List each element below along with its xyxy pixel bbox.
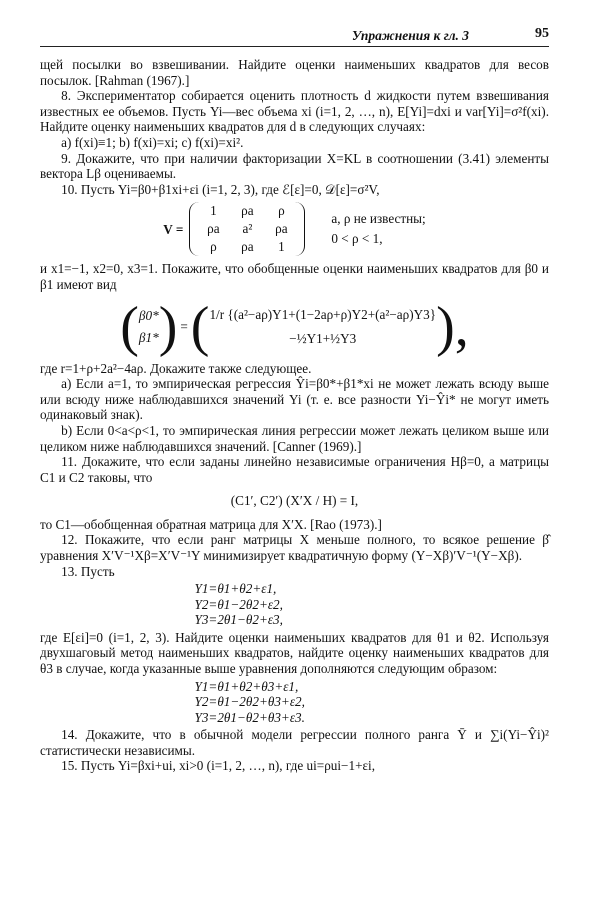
equation-system-2 xyxy=(195,679,395,726)
page-number: 95 xyxy=(535,26,549,41)
exercise-10: 10. Пусть Yi=β0+β1xi+εi (i=1, 2, 3), где ℰ[ε]=0, 𝒟[ε]=σ²V, xyxy=(61,181,380,197)
right-paren: ), xyxy=(436,295,469,358)
exercise-8: 8. Экспериментатор собирается оценить плотность d жидкости путем взвешивания известных ее объемов. Пусть Yi—вес объема xi (i=1, 2, …, n), E[Yi]=dxi и var[Yi]=σ²f(xi). Найдите оценку наименьших квадратов для d в следующих случаях: xyxy=(40,88,549,135)
exercise-10-a: a) Если a=1, то эмпирическая регрессия Ŷi=β0*+β1*xi не может лежать всюду выше или всюду ниже наблюдавшихся значений Yi (т. е. все разности Yi−Ŷi* не могут иметь одинаковый знак). xyxy=(40,376,549,423)
matrix-cell: 1 xyxy=(210,203,217,219)
matrix-label: V = xyxy=(163,221,184,237)
matrix-cell: ρa xyxy=(275,221,288,237)
gls-row-1: 1/r {(a²−aρ)Y1+(1−2aρ+ρ)Y2+(a²−aρ)Y3} xyxy=(209,306,437,322)
beta0-star: β0* xyxy=(138,307,159,323)
equation-line: Y3=2θ1−θ2+θ3+ε3. xyxy=(194,709,305,725)
estimate-expressions xyxy=(209,303,436,351)
exercise-13-cont: где E[εi]=0 (i=1, 2, 3). Найдите оценки наименьших квадратов для θ1 и θ2. Используя двухшаговый метод наименьших квадратов, найдите оценку наименьших квадратов для θ3 в случае, когда указанные выше уравнения дополняются следующим образом: xyxy=(40,629,549,676)
estimate-vector xyxy=(139,305,159,349)
exercise-11: 11. Докажите, что если заданы линейно независимые ограничения Hβ=0, а матрицы C1 и C2 таковы, что xyxy=(40,454,549,485)
matrix-cell: ρ xyxy=(278,203,285,219)
left-paren: ( xyxy=(120,295,139,358)
matrix-cell: ρa xyxy=(241,239,254,255)
matrix-cell: ρ xyxy=(210,239,217,255)
matrix-cell: 1 xyxy=(278,239,285,255)
matrix-conditions xyxy=(331,209,425,249)
paragraph-continued: щей посылки во взвешивании. Найдите оценки наименьших квадратов для весов посылок. [Rahman (1967).] xyxy=(40,57,549,88)
exercise-14: 14. Докажите, что в обычной модели регрессии полного ранга Ȳ и ∑i(Yi−Ŷi)² статистически независимы. xyxy=(40,727,549,758)
exercise-10-r: где r=1+ρ+2a²−4aρ. Докажите также следующее. xyxy=(40,360,312,376)
equation-system-1 xyxy=(195,581,395,628)
exercise-8-cases: a) f(xi)≡1; b) f(xi)=xi; c) f(xi)=xi². xyxy=(61,134,244,150)
condition-1: a, ρ не известны; xyxy=(331,211,426,227)
beta1-star: β1* xyxy=(138,329,159,345)
equation-line: Y2=θ1−2θ2+θ3+ε2, xyxy=(194,694,305,710)
left-paren: ( xyxy=(190,295,210,358)
equation-line: Y1=θ1+θ2+ε1, xyxy=(194,581,277,597)
exercise-10-cont: и x1=−1, x2=0, x3=1. Покажите, что обобщенные оценки наименьших квадратов для β0 и β1 имеют вид xyxy=(40,261,549,292)
exercise-13: 13. Пусть xyxy=(61,563,115,579)
right-paren: ) xyxy=(158,295,178,358)
matrix-cell: a² xyxy=(242,221,253,237)
exercise-12: 12. Покажите, что если ранг матрицы X меньше полного, то всякое решение β̂ уравнения X′V⁻¹Xβ=X′V⁻¹Y минимизирует квадратичную форму (Y−Xβ)′V⁻¹(Y−Xβ). xyxy=(40,532,549,564)
matrix-cell: ρa xyxy=(207,221,220,237)
equals-sign: = xyxy=(180,318,188,334)
matrix-grid xyxy=(189,202,305,256)
exercise-11-cont: то C1—обобщенная обратная матрица для X′X. [Rao (1973).] xyxy=(40,516,382,532)
matrix-v xyxy=(40,202,549,256)
exercise-9: 9. Докажите, что при наличии факторизации X=KL в соотношении (3.41) элементы вектора Lβ оцениваемы. xyxy=(40,150,549,182)
gls-row-2: −½Y1+½Y3 xyxy=(289,330,357,346)
equation-11: (C1′, C2′) (X′X / H) = I, xyxy=(230,493,359,509)
matrix-cell: ρa xyxy=(241,203,254,219)
equation-line: Y2=θ1−2θ2+ε2, xyxy=(194,596,283,612)
condition-2: 0 < ρ < 1, xyxy=(331,231,383,247)
gls-estimates xyxy=(40,295,549,358)
header-title: Упражнения к гл. 3 xyxy=(351,28,469,43)
running-header xyxy=(40,28,549,47)
exercise-10-b: b) Если 0<a<ρ<1, то эмпирическая линия регрессии может лежать целиком выше или целиком ниже наблюдавшихся значений. [Canner (1969).] xyxy=(40,422,549,454)
equation-line: Y1=θ1+θ2+θ3+ε1, xyxy=(194,678,299,694)
exercise-15: 15. Пусть Yi=βxi+ui, xi>0 (i=1, 2, …, n), где ui=ρui−1+εi, xyxy=(61,758,376,774)
equation-line: Y3=2θ1−θ2+ε3, xyxy=(194,612,283,628)
